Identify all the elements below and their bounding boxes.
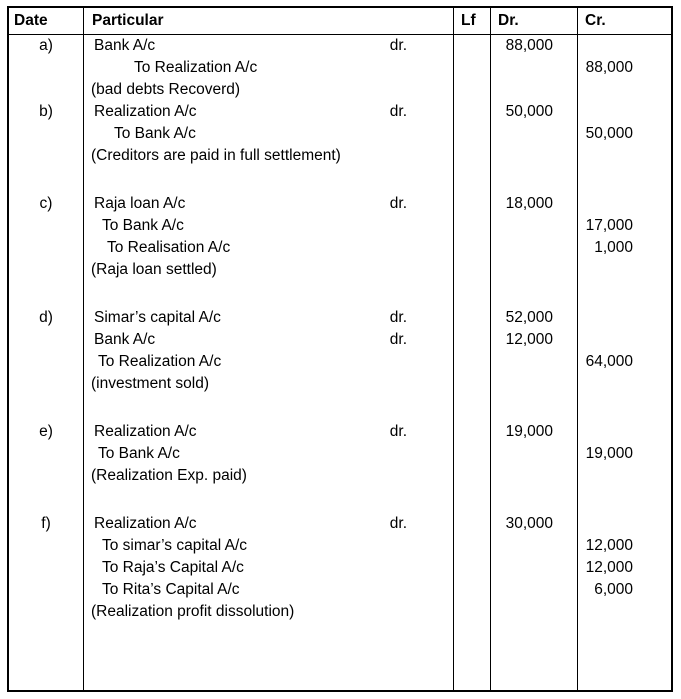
cell-part xyxy=(84,465,454,487)
cell-date xyxy=(9,281,84,307)
cell-date xyxy=(9,167,84,193)
journal-line-row xyxy=(9,57,671,79)
cell-dr: 88,000 xyxy=(491,35,578,57)
particular-text: Realization A/c xyxy=(94,515,197,532)
journal-line-row xyxy=(9,123,671,145)
particular-text: To Bank A/c xyxy=(102,217,184,234)
cell-part xyxy=(84,601,454,623)
particular-text: Bank A/c xyxy=(94,37,156,54)
cell-part xyxy=(84,35,454,57)
cell-dr xyxy=(491,623,578,690)
cell-date xyxy=(9,487,84,513)
cell-lf xyxy=(454,167,491,193)
cell-dr xyxy=(491,237,578,259)
cell-part xyxy=(84,123,454,145)
cell-cr xyxy=(578,281,671,307)
header-dr: Dr. xyxy=(491,8,578,34)
entry-letter: b) xyxy=(9,101,84,123)
particular-text: To Realization A/c xyxy=(134,59,258,76)
journal-line-row xyxy=(9,421,671,443)
cell-lf xyxy=(454,281,491,307)
cell-lf xyxy=(454,557,491,579)
cell-dr xyxy=(491,281,578,307)
particular-text: Simar’s capital A/c xyxy=(94,309,221,326)
cell-lf xyxy=(454,395,491,421)
cell-cr: 17,000 xyxy=(585,217,633,234)
particular-text: (Raja loan settled) xyxy=(91,261,217,278)
journal-line-row xyxy=(9,513,671,535)
cell-part xyxy=(84,487,454,513)
cell-date xyxy=(9,237,84,259)
cell-dr xyxy=(491,259,578,281)
cell-part xyxy=(84,215,454,237)
header-particular: Particular xyxy=(84,8,454,34)
cell-part xyxy=(84,167,454,193)
cell-dr xyxy=(491,601,578,623)
entry-letter: a) xyxy=(9,35,84,57)
cell-date xyxy=(9,329,84,351)
journal-line-row xyxy=(9,557,671,579)
cell-lf xyxy=(454,57,491,79)
cell-cr: 88,000 xyxy=(585,59,633,76)
cell-date xyxy=(9,215,84,237)
cell-cr xyxy=(578,193,671,215)
cell-lf xyxy=(454,487,491,513)
cell-date xyxy=(9,145,84,167)
particular-text: Bank A/c xyxy=(94,331,156,348)
cell-dr: 50,000 xyxy=(491,101,578,123)
cell-lf xyxy=(454,579,491,601)
cell-dr xyxy=(491,395,578,421)
cell-part xyxy=(84,513,454,535)
cell-lf xyxy=(454,535,491,557)
cell-lf xyxy=(454,259,491,281)
cell-date xyxy=(9,579,84,601)
cell-part xyxy=(84,193,454,215)
cell-cr: 19,000 xyxy=(585,445,633,462)
cell-dr xyxy=(491,215,578,237)
cell-lf xyxy=(454,101,491,123)
cell-date xyxy=(9,79,84,101)
cell-cr: 12,000 xyxy=(585,559,633,576)
journal-table xyxy=(7,6,673,692)
cell-dr xyxy=(491,487,578,513)
particular-text: To Rita’s Capital A/c xyxy=(102,581,240,598)
cell-cr xyxy=(578,465,671,487)
journal-line-row xyxy=(9,465,671,487)
cell-cr xyxy=(578,167,671,193)
cell-date xyxy=(9,395,84,421)
cell-cr xyxy=(578,601,671,623)
cell-cr xyxy=(578,259,671,281)
cell-cr xyxy=(578,513,671,535)
cell-dr xyxy=(491,535,578,557)
cell-part xyxy=(84,557,454,579)
cell-dr xyxy=(491,579,578,601)
cell-cr xyxy=(578,623,671,690)
cell-date xyxy=(9,123,84,145)
journal-line-row xyxy=(9,601,671,623)
cell-lf xyxy=(454,351,491,373)
journal-gap-row xyxy=(9,395,671,421)
journal-line-row xyxy=(9,579,671,601)
journal-gap-row xyxy=(9,487,671,513)
cell-cr: 6,000 xyxy=(594,581,633,598)
journal-gap-row xyxy=(9,281,671,307)
cell-dr xyxy=(491,167,578,193)
cell-cr xyxy=(578,35,671,57)
cell-lf xyxy=(454,307,491,329)
cell-dr xyxy=(491,557,578,579)
cell-lf xyxy=(454,123,491,145)
cell-cr: 64,000 xyxy=(585,353,633,370)
header-cr: Cr. xyxy=(585,12,606,29)
cell-dr xyxy=(491,443,578,465)
particular-text: (Realization Exp. paid) xyxy=(91,467,247,484)
cell-date xyxy=(9,259,84,281)
cell-lf xyxy=(454,35,491,57)
cell-part xyxy=(84,373,454,395)
cell-cr xyxy=(578,395,671,421)
journal-line-row xyxy=(9,373,671,395)
dr-suffix-label: dr. xyxy=(389,37,407,54)
journal-line-row xyxy=(9,443,671,465)
cell-lf xyxy=(454,421,491,443)
cell-part xyxy=(84,281,454,307)
cell-date xyxy=(9,443,84,465)
cell-dr: 18,000 xyxy=(491,193,578,215)
cell-dr xyxy=(491,351,578,373)
particular-text: Realization A/c xyxy=(94,423,197,440)
dr-suffix-label: dr. xyxy=(389,195,407,212)
cell-cr xyxy=(578,373,671,395)
cell-date xyxy=(9,351,84,373)
cell-part xyxy=(84,395,454,421)
cell-part xyxy=(84,57,454,79)
journal-gap-row xyxy=(9,167,671,193)
particular-text: (Creditors are paid in full settlement) xyxy=(91,147,341,164)
journal-line-row xyxy=(9,215,671,237)
cell-date xyxy=(9,465,84,487)
cell-cr xyxy=(578,307,671,329)
journal-line-row xyxy=(9,237,671,259)
cell-date xyxy=(9,601,84,623)
cell-cr xyxy=(578,421,671,443)
cell-part xyxy=(84,101,454,123)
cell-date xyxy=(9,557,84,579)
journal-line-row xyxy=(9,329,671,351)
cell-date xyxy=(9,535,84,557)
cell-dr: 19,000 xyxy=(491,421,578,443)
journal-line-row xyxy=(9,35,671,57)
entry-letter: f) xyxy=(9,513,84,535)
journal-line-row xyxy=(9,101,671,123)
journal-line-row xyxy=(9,535,671,557)
cell-dr xyxy=(491,123,578,145)
cell-part xyxy=(84,623,454,690)
particular-text: (Realization profit dissolution) xyxy=(91,603,295,620)
journal-line-row xyxy=(9,79,671,101)
cell-dr xyxy=(491,373,578,395)
cell-part xyxy=(84,579,454,601)
journal-line-row xyxy=(9,351,671,373)
cell-dr: 30,000 xyxy=(491,513,578,535)
cell-lf xyxy=(454,329,491,351)
entry-letter: e) xyxy=(9,421,84,443)
cell-date xyxy=(9,373,84,395)
particular-text: (investment sold) xyxy=(91,375,210,392)
cell-part xyxy=(84,259,454,281)
cell-lf xyxy=(454,193,491,215)
cell-lf xyxy=(454,623,491,690)
cell-part xyxy=(84,421,454,443)
cell-cr xyxy=(578,79,671,101)
cell-cr xyxy=(578,101,671,123)
cell-dr xyxy=(491,79,578,101)
cell-dr: 52,000 xyxy=(491,307,578,329)
cell-lf xyxy=(454,79,491,101)
cell-cr xyxy=(578,487,671,513)
cell-lf xyxy=(454,513,491,535)
particular-text: (bad debts Recoverd) xyxy=(91,81,241,98)
cell-part xyxy=(84,307,454,329)
table-header-row xyxy=(9,8,671,35)
table-filler-row xyxy=(9,623,671,690)
cell-part xyxy=(84,535,454,557)
particular-text: Realization A/c xyxy=(94,103,197,120)
dr-suffix-label: dr. xyxy=(389,103,407,120)
journal-line-row xyxy=(9,193,671,215)
header-date: Date xyxy=(9,8,84,34)
dr-suffix-label: dr. xyxy=(389,309,407,326)
cell-lf xyxy=(454,145,491,167)
entry-letter: d) xyxy=(9,307,84,329)
cell-cr xyxy=(578,145,671,167)
cell-cr: 1,000 xyxy=(594,239,633,256)
cell-part xyxy=(84,237,454,259)
cell-date xyxy=(9,623,84,690)
cell-lf xyxy=(454,373,491,395)
cell-part xyxy=(84,443,454,465)
cell-lf xyxy=(454,215,491,237)
dr-suffix-label: dr. xyxy=(389,515,407,532)
cell-cr: 50,000 xyxy=(585,125,633,142)
cell-dr xyxy=(491,57,578,79)
particular-text: To Realisation A/c xyxy=(107,239,231,256)
cell-lf xyxy=(454,465,491,487)
particular-text: To simar’s capital A/c xyxy=(102,537,248,554)
cell-lf xyxy=(454,237,491,259)
particular-text: To Realization A/c xyxy=(98,353,222,370)
cell-part xyxy=(84,329,454,351)
cell-part xyxy=(84,351,454,373)
particular-text: To Bank A/c xyxy=(114,125,196,142)
journal-line-row xyxy=(9,145,671,167)
cell-dr xyxy=(491,465,578,487)
cell-date xyxy=(9,57,84,79)
cell-dr: 12,000 xyxy=(491,329,578,351)
header-lf: Lf xyxy=(454,8,491,34)
particular-text: To Bank A/c xyxy=(98,445,180,462)
dr-suffix-label: dr. xyxy=(389,331,407,348)
particular-text: Raja loan A/c xyxy=(94,195,186,212)
cell-lf xyxy=(454,601,491,623)
cell-part xyxy=(84,145,454,167)
journal-line-row xyxy=(9,307,671,329)
dr-suffix-label: dr. xyxy=(389,423,407,440)
entry-letter: c) xyxy=(9,193,84,215)
particular-text: To Raja’s Capital A/c xyxy=(102,559,244,576)
cell-cr xyxy=(578,329,671,351)
journal-line-row xyxy=(9,259,671,281)
cell-cr: 12,000 xyxy=(585,537,633,554)
cell-part xyxy=(84,79,454,101)
cell-dr xyxy=(491,145,578,167)
cell-lf xyxy=(454,443,491,465)
